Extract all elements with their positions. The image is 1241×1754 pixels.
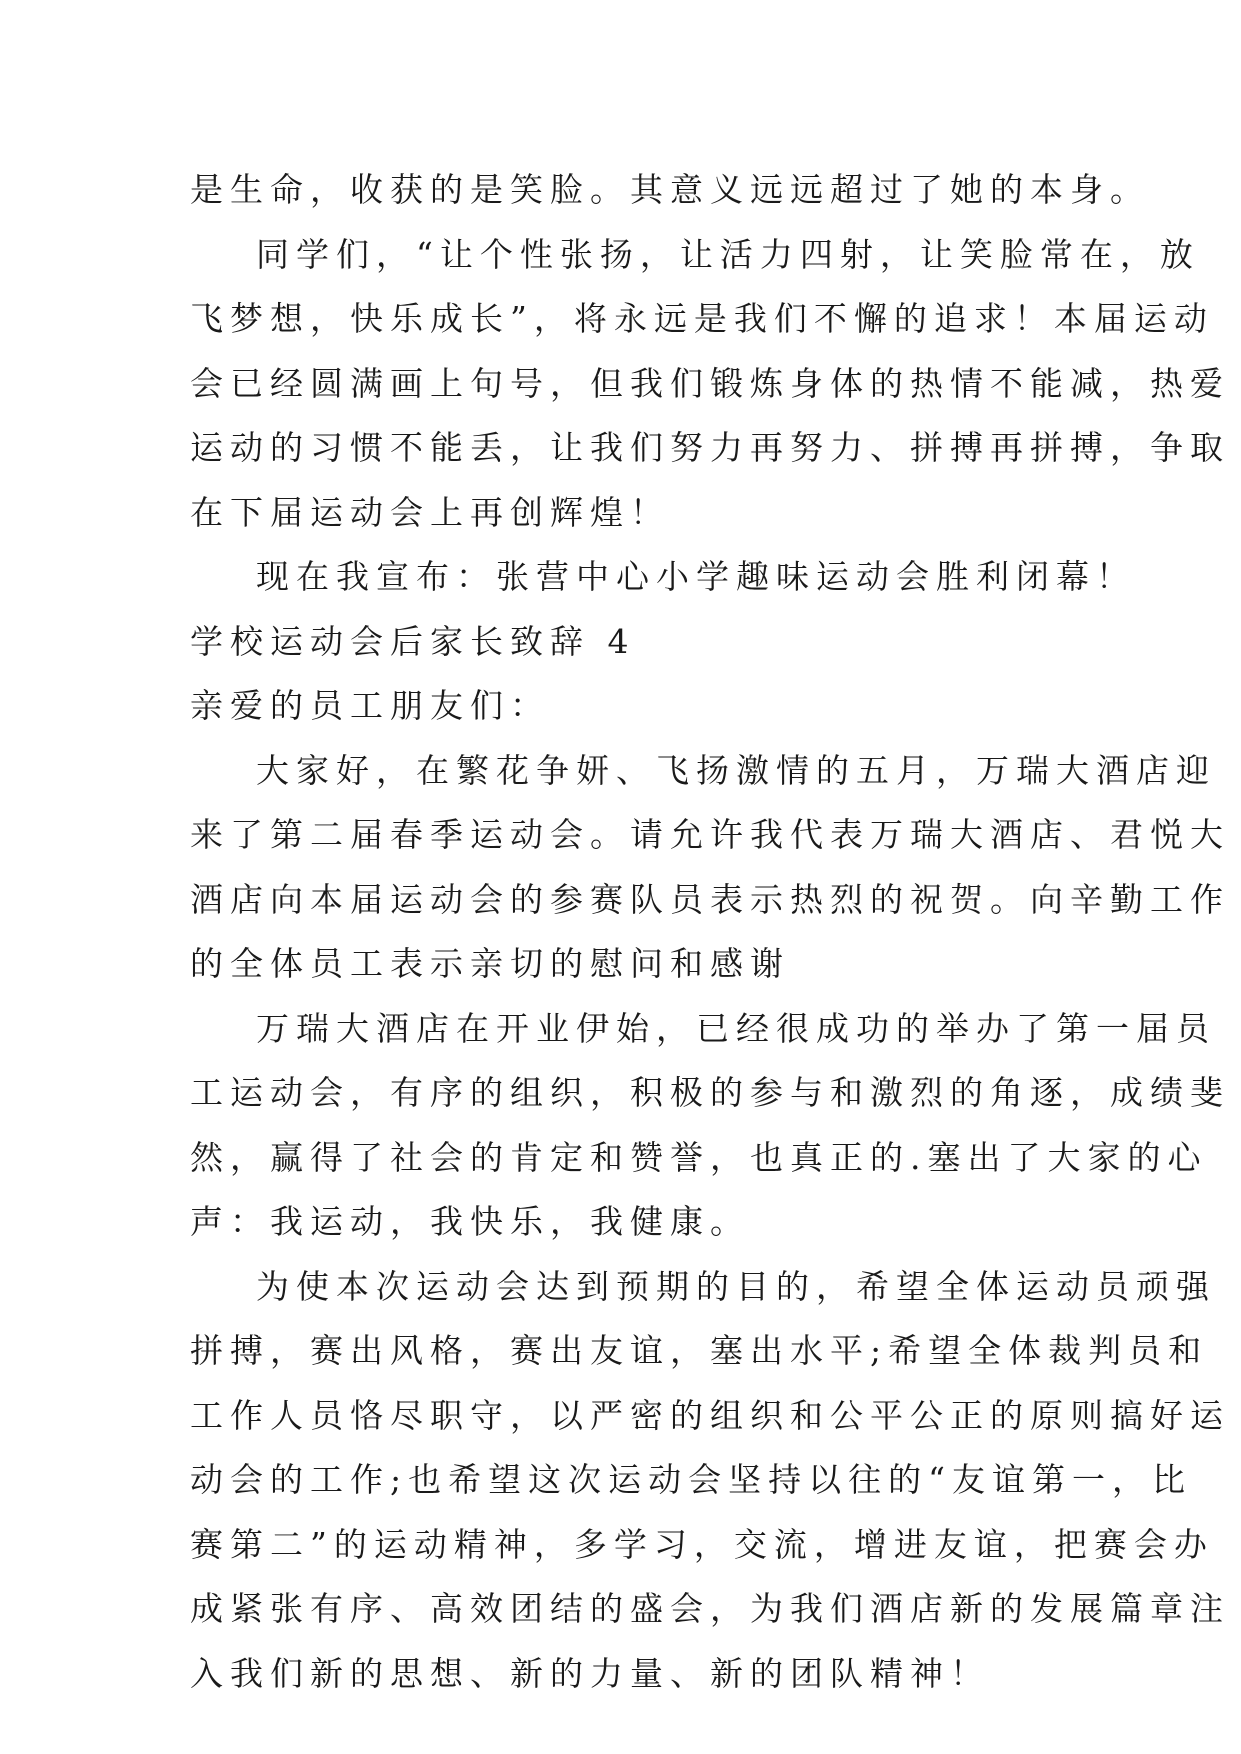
text-line: 工运动会，有序的组织，积极的参与和激烈的角逐，成绩斐 <box>190 1073 1230 1112</box>
salutation: 亲爱的员工朋友们： <box>190 686 550 725</box>
text-line: 飞梦想，快乐成长”，将永远是我们不懈的追求！本届运动 <box>190 299 1214 338</box>
text-line: 成紧张有序、高效团结的盛会，为我们酒店新的发展篇章注 <box>190 1589 1230 1628</box>
text-line: 同学们，“让个性张扬，让活力四射，让笑脸常在，放 <box>256 234 1200 274</box>
text-line: 动会的工作;也希望这次运动会坚持以往的“友谊第一，比 <box>190 1460 1192 1499</box>
text-line: 入我们新的思想、新的力量、新的团队精神！ <box>190 1653 990 1693</box>
text-line: 声：我运动，我快乐，我健康。 <box>190 1202 750 1241</box>
text-line: 大家好，在繁花争妍、飞扬激情的五月，万瑞大酒店迎 <box>256 750 1216 790</box>
document-body <box>190 158 1230 1706</box>
text-line: 在下届运动会上再创辉煌！ <box>190 492 670 532</box>
text-line: 酒店向本届运动会的参赛队员表示热烈的祝贺。向辛勤工作 <box>190 879 1230 919</box>
text-line: 是生命，收获的是笑脸。其意义远远超过了她的本身。 <box>190 170 1150 209</box>
text-line: 运动的习惯不能丢，让我们努力再努力、拼搏再拼搏，争取 <box>190 428 1230 467</box>
text-line: 来了第二届春季运动会。请允许我代表万瑞大酒店、君悦大 <box>190 815 1230 854</box>
text-line: 会已经圆满画上句号，但我们锻炼身体的热情不能减，热爱 <box>190 363 1230 403</box>
text-line: 拼搏，赛出风格，赛出友谊，塞出水平;希望全体裁判员和 <box>190 1331 1209 1370</box>
text-line: 为使本次运动会达到预期的目的，希望全体运动员顽强 <box>256 1266 1216 1306</box>
text-line: 现在我宣布：张营中心小学趣味运动会胜利闭幕！ <box>256 557 1136 596</box>
text-line: 然，赢得了社会的肯定和赞誉，也真正的.塞出了大家的心 <box>190 1137 1208 1177</box>
section-heading: 学校运动会后家长致辞 4 <box>190 621 636 661</box>
text-line: 赛第二”的运动精神，多学习，交流，增进友谊，把赛会办 <box>190 1524 1214 1564</box>
text-line: 万瑞大酒店在开业伊始，已经很成功的举办了第一届员 <box>256 1008 1216 1048</box>
text-line: 的全体员工表示亲切的慰问和感谢 <box>190 944 790 983</box>
text-line: 工作人员恪尽职守，以严密的组织和公平公正的原则搞好运 <box>190 1395 1230 1435</box>
